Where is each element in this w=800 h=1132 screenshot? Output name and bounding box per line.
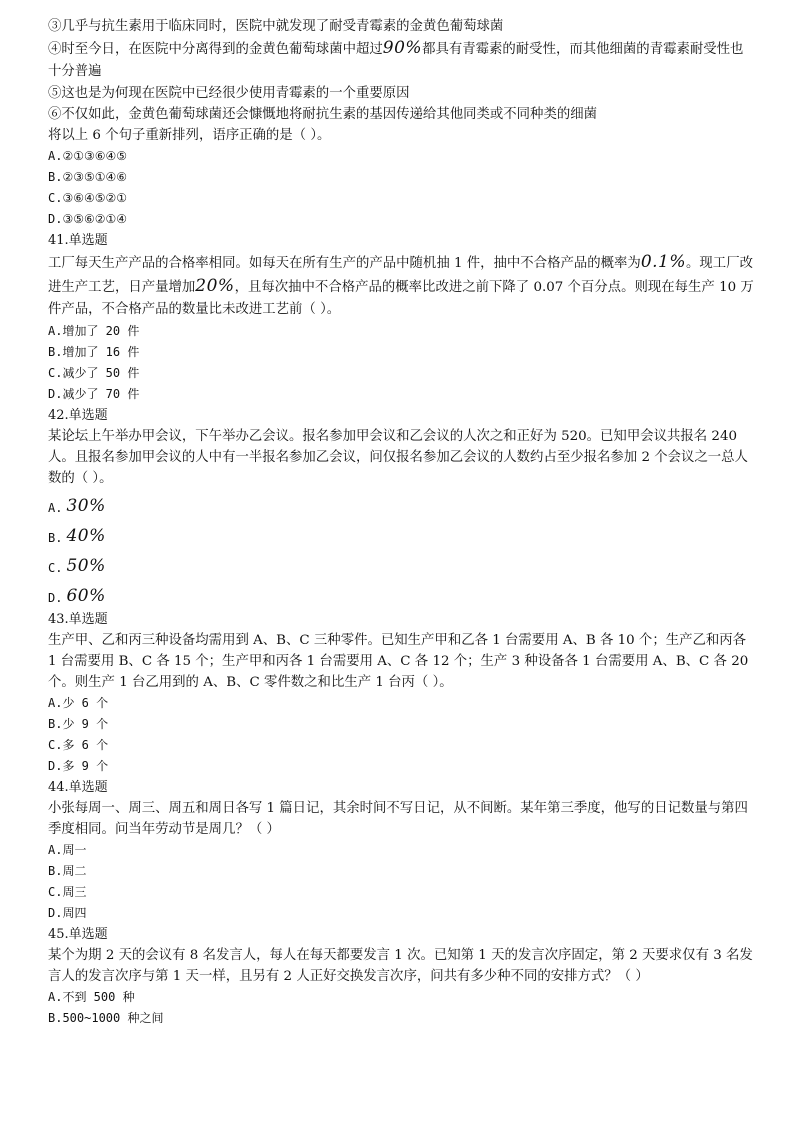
sentence-4 — [48, 37, 754, 83]
sentence-4-text-b: 都具有青霉素的耐受性，而其他细菌的青霉素耐受性也十分普遍 — [48, 42, 744, 79]
option-text: C.③⑥④⑤②① — [48, 191, 127, 205]
q45-option-b[interactable] — [48, 1008, 754, 1029]
option-text: B.500~1000 种之间 — [48, 1011, 164, 1025]
q44-option-c[interactable] — [48, 882, 754, 903]
option-percent: 30% — [66, 496, 106, 516]
sentence-4-text-a: ④时至今日，在医院中分离得到的金黄色葡萄球菌中超过 — [48, 42, 383, 57]
option-text: A.不到 500 种 — [48, 990, 135, 1004]
q45-stem: 某个为期 2 天的会议有 8 名发言人，每人在每天都要发言 1 次。已知第 1 天的发言次序固定，第 2 天要求仅有 3 名发言人的发言次序与第 1 天一样，且另有 2 人正好交换发言次序，问共有多少种不同的安排方式？（ ） — [48, 948, 753, 984]
option-text: D.多 9 个 — [48, 759, 109, 773]
q41-option-a[interactable] — [48, 321, 754, 342]
q41-percent-b: 20% — [195, 276, 235, 296]
option-text: B.②③⑤①④⑥ — [48, 170, 127, 184]
option-text: C.周三 — [48, 885, 87, 899]
q43-option-d[interactable] — [48, 756, 754, 777]
option-text: B.少 9 个 — [48, 717, 109, 731]
sentence-6: ⑥不仅如此，金黄色葡萄球菌还会慷慨地将耐抗生素的基因传递给其他同类或不同种类的细菌 — [48, 107, 598, 122]
q41-stem-a: 工厂每天生产产品的合格率相同。如每天在所有生产的产品中随机抽 1 件，抽中不合格产品的概率为 — [48, 256, 641, 271]
option-text: D.周四 — [48, 906, 87, 920]
sentence-3: ③几乎与抗生素用于临床同时，医院中就发现了耐受青霉素的金黄色葡萄球菌 — [48, 19, 504, 34]
q42-option-c[interactable] — [48, 549, 754, 579]
q45-header: 45.单选题 — [48, 927, 108, 942]
option-text: A.少 6 个 — [48, 696, 109, 710]
q41-stem — [48, 251, 754, 321]
q40-option-b[interactable] — [48, 167, 754, 188]
q44-stem: 小张每周一、周三、周五和周日各写 1 篇日记，其余时间不写日记，从不间断。某年第三季度，他写的日记数量与第四季度相同。问当年劳动节是周几？（ ） — [48, 801, 748, 837]
q40-prompt: 将以上 6 个句子重新排列，语序正确的是（ ）。 — [48, 128, 331, 143]
option-percent: 40% — [66, 526, 106, 546]
q41-option-c[interactable] — [48, 363, 754, 384]
q42-option-b[interactable] — [48, 519, 754, 549]
q41-stem-b: 。现工厂改进生产工艺，日产量增加 — [48, 256, 753, 295]
q41-header: 41.单选题 — [48, 233, 108, 248]
option-text: C.减少了 50 件 — [48, 366, 140, 380]
option-text: A.周一 — [48, 843, 87, 857]
q43-header: 43.单选题 — [48, 612, 108, 627]
q45-option-a[interactable] — [48, 987, 754, 1008]
q44-option-d[interactable] — [48, 903, 754, 924]
q40-option-a[interactable] — [48, 146, 754, 167]
q44-option-a[interactable] — [48, 840, 754, 861]
q43-option-c[interactable] — [48, 735, 754, 756]
q40-option-d[interactable] — [48, 209, 754, 230]
sentence-5: ⑤这也是为何现在医院中已经很少使用青霉素的一个重要原因 — [48, 86, 410, 101]
q43-option-b[interactable] — [48, 714, 754, 735]
q42-option-a[interactable] — [48, 489, 754, 519]
option-text: D.减少了 70 件 — [48, 387, 140, 401]
q44-header: 44.单选题 — [48, 780, 108, 795]
option-text: D.③⑤⑥②①④ — [48, 212, 127, 226]
exam-document — [48, 16, 754, 1029]
q41-stem-c: ，且每次抽中不合格产品的概率比改进之前下降了 0.07 个百分点。则现在每生产 10 万件产品，不合格产品的数量比未改进工艺前（ ）。 — [48, 280, 754, 317]
q41-option-d[interactable] — [48, 384, 754, 405]
q42-header: 42.单选题 — [48, 408, 108, 423]
option-text: A.增加了 20 件 — [48, 324, 140, 338]
option-label: D. — [48, 591, 63, 605]
q41-percent-a: 0.1% — [640, 252, 687, 272]
q43-option-a[interactable] — [48, 693, 754, 714]
option-label: A. — [48, 501, 63, 515]
option-text: C.多 6 个 — [48, 738, 109, 752]
q44-option-b[interactable] — [48, 861, 754, 882]
option-label: C. — [48, 561, 63, 575]
option-percent: 60% — [66, 586, 106, 606]
q42-option-d[interactable] — [48, 579, 754, 609]
option-percent: 50% — [66, 556, 106, 576]
q41-option-b[interactable] — [48, 342, 754, 363]
option-text: A.②①③⑥④⑤ — [48, 149, 127, 163]
q42-stem: 某论坛上午举办甲会议，下午举办乙会议。报名参加甲会议和乙会议的人次之和正好为 520。已知甲会议共报名 240 人。且报名参加甲会议的人中有一半报名参加乙会议，问仅报名参加乙会议的人数约占至少报名参加 2 个会议之一总人数的（ ）。 — [48, 429, 748, 486]
sentence-4-percent: 90% — [382, 38, 423, 58]
q40-option-c[interactable] — [48, 188, 754, 209]
option-text: B.增加了 16 件 — [48, 345, 140, 359]
option-text: B.周二 — [48, 864, 87, 878]
option-label: B. — [48, 531, 63, 545]
q43-stem: 生产甲、乙和丙三种设备均需用到 A、B、C 三种零件。已知生产甲和乙各 1 台需要用 A、B 各 10 个；生产乙和丙各 1 台需要用 B、C 各 15 个；生产甲和丙各 1 台需要用 A、C 各 12 个；生产 3 种设备各 1 台需要用 A、B、C 各 20 个。则生产 1 台乙用到的 A、B、C 零件数之和比生产 1 台丙（ ）。 — [48, 633, 749, 690]
